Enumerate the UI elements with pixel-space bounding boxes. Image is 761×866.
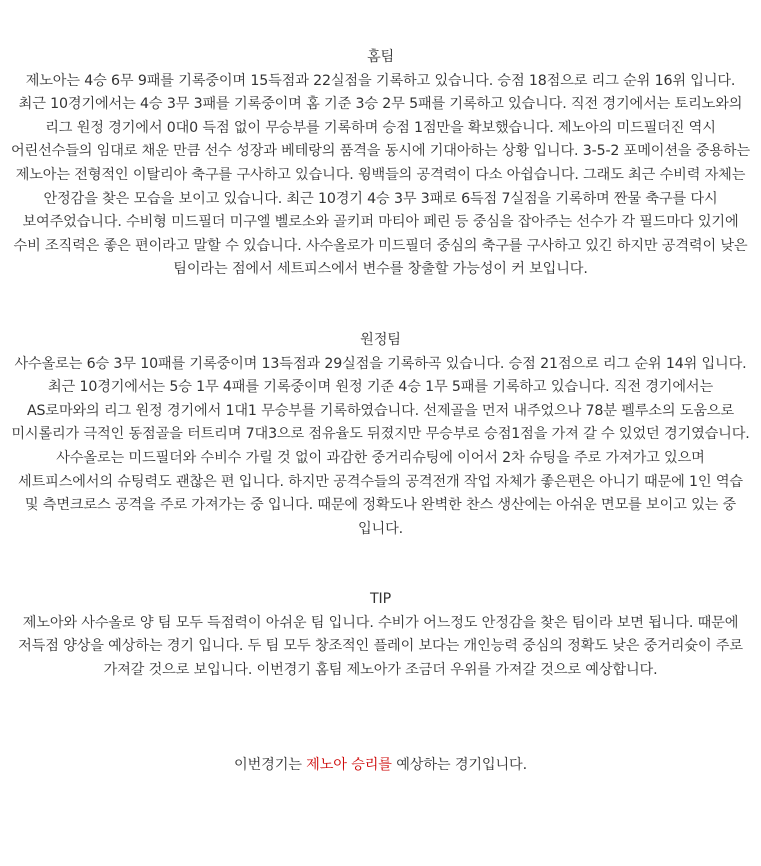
tip-section [10, 588, 751, 682]
prediction-section [10, 754, 751, 778]
away-team-heading: 원정팀 [360, 331, 401, 348]
tip-body: 제노아와 사수올로 양 팀 모두 득점력이 아쉬운 팀 입니다. 수비가 어느정도 안정감을 찾은 팀이라 보면 됩니다. 때문에 저득점 양상을 예상하는 경기 입니다. 두 팀 모두 창조적인 플레이 보다는 개인능력 중심의 정확도 낮은 중거리슛이 주로 가져갈 것으로 보입니다. 이번경기 홈팀 제노아가 조금더 우위를 가져갈 것으로 예상합니다. [18, 614, 743, 679]
away-team-section [10, 329, 751, 541]
tip-heading: TIP [370, 591, 391, 608]
home-team-body: 제노아는 4승 6무 9패를 기록중이며 15득점과 22실점을 기록하고 있습니다. 승점 18점으로 리그 순위 16위 입니다. 최근 10경기에서는 4승 3무 3패를 기록중이며 홈 기준 3승 2무 5패를 기록하고 있습니다. 직전 경기에서는 토리노와의 리그 원정 경기에서 0대0 득점 없이 무승부를 기록하며 승점 1점만을 확보했습니다. 제노아의 미드필더진 역시 어린선수들의 임대로 채운 만큼 선수 성장과 베테랑의 품격을 동시에 기대아하는 상황 입니다. 3-5-2 포메이션을 중용하는 제노아는 전형적인 이탈리아 축구를 구사하고 있습니다. 윙백들의 공격력이 다소 아쉽습니다. 그래도 최근 수비력 자체는 안정감을 찾은 모습을 보이고 있습니다. 최근 10경기 4승 3무 3패로 6득점 7실점을 기록하며 짠물 축구를 다시 보여주었습니다. 수비형 미드필더 미구엘 벨로소와 골키퍼 마티아 페린 등 중심을 잡아주는 선수가 각 필드마다 있기에 수비 조직력은 좋은 편이라고 말할 수 있습니다. 사수올로가 미드필더 중심의 축구를 구사하고 있긴 하지만 공격력이 낮은 팀이라는 점에서 세트피스에서 변수를 창출할 가능성이 커 보입니다. [10, 72, 751, 278]
article-content [10, 46, 751, 777]
prediction-suffix: 예상하는 경기입니다. [391, 756, 527, 773]
section-spacer [10, 683, 751, 754]
prediction-prefix: 이번경기는 [234, 756, 307, 773]
prediction-highlight: 제노아 승리를 [306, 756, 392, 773]
away-team-body: 사수올로는 6승 3무 10패를 기록중이며 13득점과 29실점을 기록하곡 있습니다. 승점 21점으로 리그 순위 14위 입니다. 최근 10경기에서는 5승 1무 4패를 기록중이며 원정 기준 4승 1무 5패를 기록하고 있습니다. 직전 경기에서는 AS로마와의 리그 원정 경기에서 1대1 무승부를 기록하였습니다. 선제골을 먼저 내주었으나 78분 펠루소의 도움으로 미시롤리가 극적인 동점골을 터트리며 7대3으로 점유율도 뒤졌지만 무승부로 승점1점을 가져 갈 수 있었던 경기였습니다. 사수올로는 미드필더와 수비수 가릴 것 없이 과감한 중거리슈팅에 이어서 2차 슈팅을 주로 가져가고 있으며 세트피스에서의 슈팅력도 괜찮은 편 입니다. 하지만 공격수들의 공격전개 작업 자체가 좋은편은 아니기 때문에 1인 역습 및 측면크로스 공격을 주로 가져가는 중 입니다. 때문에 정확도나 완벽한 찬스 생산에는 아쉬운 면모를 보이고 있는 중 입니다. [11, 355, 750, 537]
section-spacer [10, 541, 751, 588]
home-team-heading: 홈팀 [366, 49, 395, 65]
home-team-section [10, 46, 751, 282]
section-spacer [10, 282, 751, 329]
